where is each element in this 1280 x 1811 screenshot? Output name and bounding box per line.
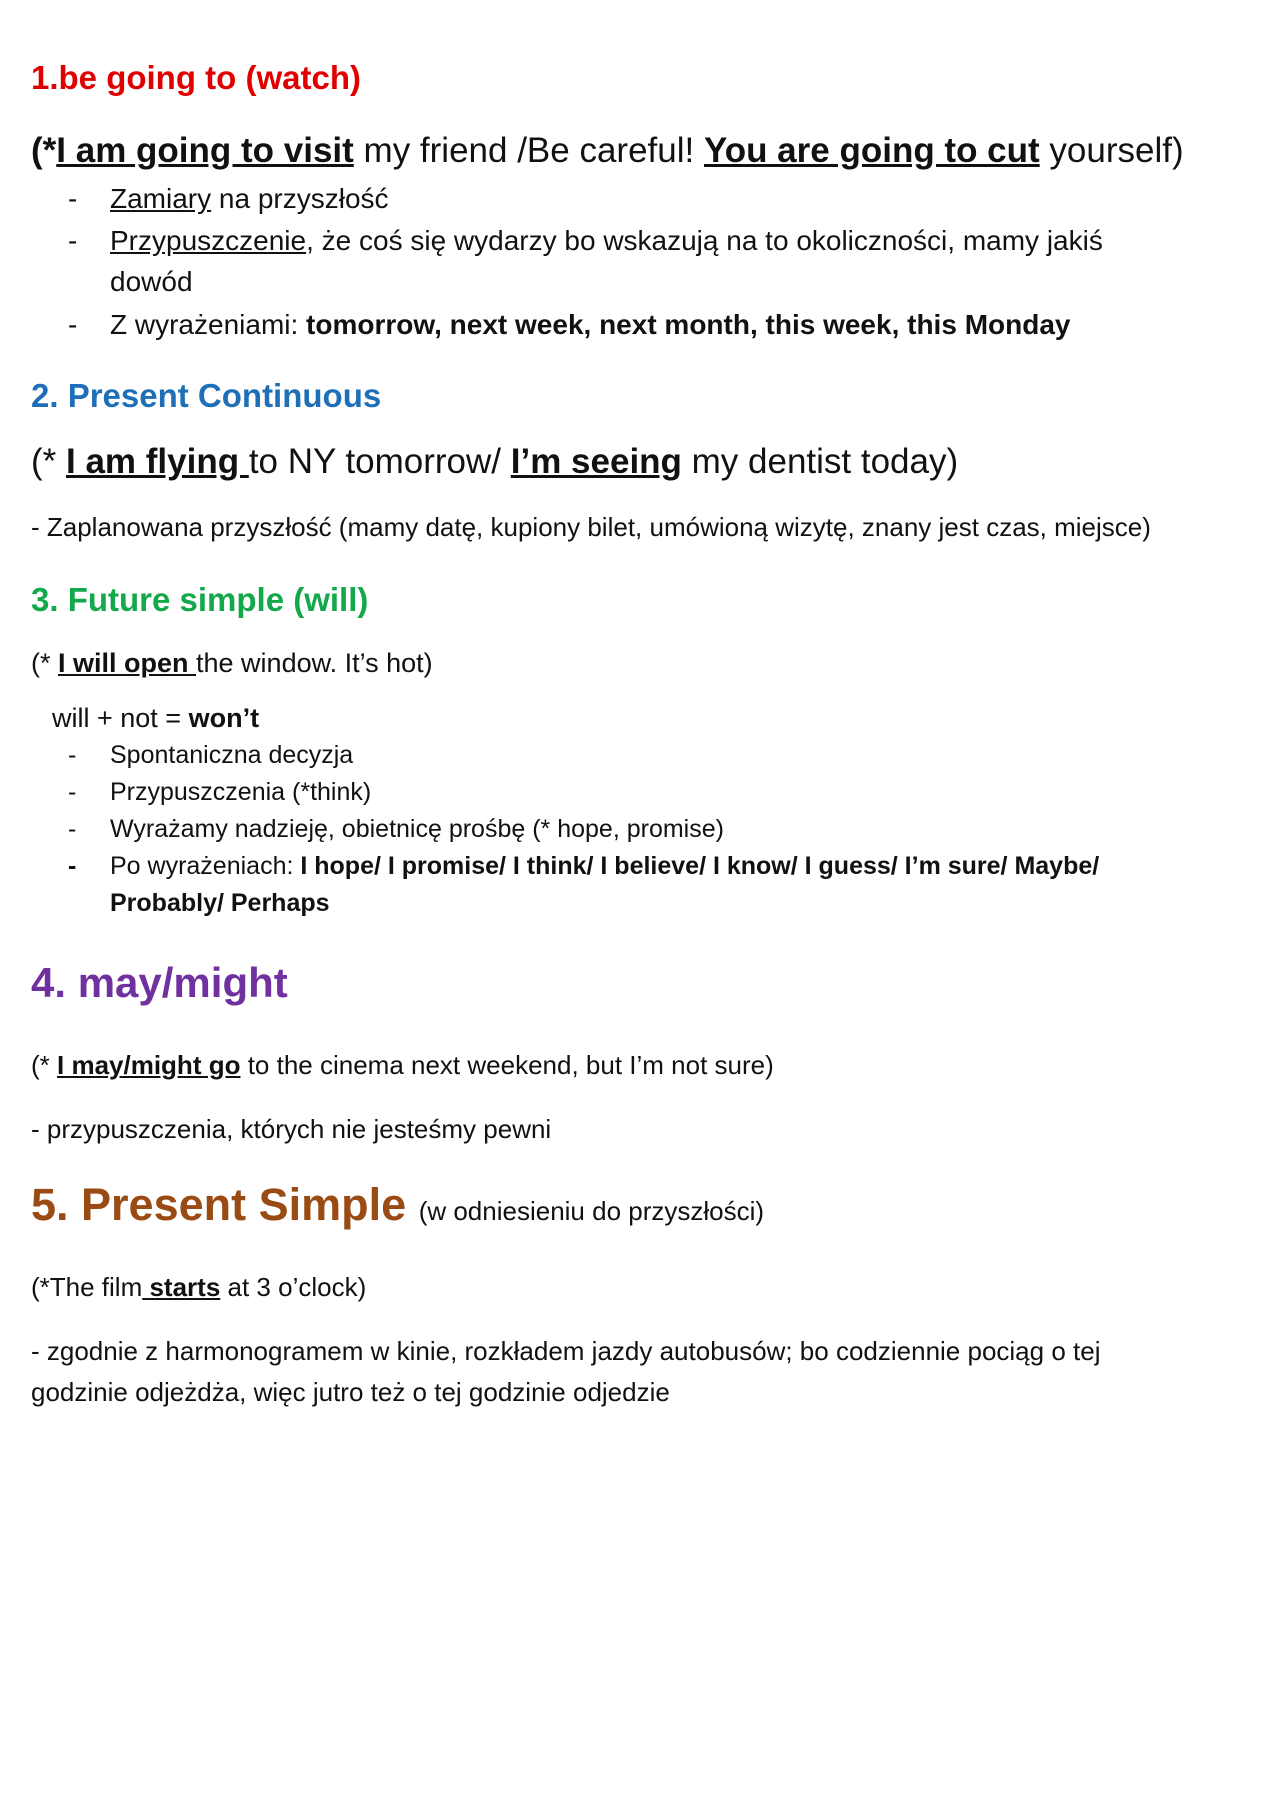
bullet-rest: na przyszłość (211, 183, 389, 214)
example-open: (*The film (31, 1272, 143, 1302)
section-3-bullet-3: Wyrażamy nadzieję, obietnicę prośbę (* hope, promise) (110, 815, 724, 843)
section-4-note: - przypuszczenia, których nie jesteśmy pewni (31, 1114, 552, 1144)
section-3-heading: 3. Future simple (will) (31, 581, 369, 618)
bullet-dash: - (68, 741, 77, 769)
section-1-bullet-2-continuation: dowód (110, 266, 193, 297)
section-3-bullet-4-continuation: Probably/ Perhaps (110, 889, 330, 917)
section-2-note: - Zaplanowana przyszłość (mamy datę, kupiony bilet, umówioną wizytę, znany jest czas, miejsce) (31, 512, 1151, 542)
section-3-bullet-1: Spontaniczna decyzja (110, 741, 354, 769)
section-5-example (31, 1272, 366, 1303)
bullet-dash: - (68, 183, 78, 214)
example-end: to the cinema next weekend, but I’m not sure) (240, 1050, 774, 1080)
example-middle: to NY tomorrow/ (248, 442, 511, 481)
will-not-lead: will + not = (52, 703, 189, 733)
bullet-bold: I hope/ I promise/ I think/ I believe/ I know/ I guess/ I’m sure/ Maybe/ (300, 852, 1100, 880)
section-1-heading: 1.be going to (watch) (31, 59, 361, 96)
section-5-heading: 5. Present Simple (31, 1179, 407, 1230)
bullet-underlined: Przypuszczenie (110, 225, 307, 256)
bullet-lead: Po wyrażeniach: (110, 852, 301, 880)
example-phrase: I will open (58, 648, 197, 678)
example-end: the window. It’s hot) (196, 648, 433, 678)
section-4-example (31, 1050, 774, 1081)
section-5-note-line-1: - zgodnie z harmonogramem w kinie, rozkładem jazdy autobusów; bo codziennie pociąg o tej (31, 1336, 1101, 1366)
section-5-note-line-2: godzinie odjeżdża, więc jutro też o tej godzinie odjedzie (31, 1377, 670, 1407)
will-not-bold: won’t (188, 703, 260, 733)
section-3-bullet-4 (110, 851, 1099, 881)
section-5-heading-line (31, 1178, 764, 1232)
bullet-dash: - (68, 778, 77, 806)
example-open: (* (31, 1050, 57, 1080)
bullet-bold: tomorrow, next week, next month, this week, this Monday (306, 309, 1071, 340)
example-phrase-2: You are going to cut (703, 131, 1040, 170)
bullet-dash: - (68, 225, 78, 256)
example-end: at 3 o’clock) (220, 1272, 367, 1302)
section-3-bullet-2: Przypuszczenia (*think) (110, 778, 372, 806)
example-end: yourself) (1039, 131, 1184, 170)
section-3-example (31, 647, 433, 679)
bullet-dash: - (68, 815, 77, 843)
section-2-heading: 2. Present Continuous (31, 377, 382, 414)
section-1-example (31, 130, 1184, 172)
bullet-dash: - (68, 852, 77, 880)
section-4-heading: 4. may/might (31, 959, 288, 1006)
section-1-bullet-1 (110, 182, 389, 216)
bullet-rest: , że coś się wydarzy bo wskazują na to okoliczności, mamy jakiś (306, 225, 1103, 256)
example-open: (* (31, 131, 57, 170)
example-open: (* (31, 442, 66, 481)
example-phrase-2: I’m seeing (510, 442, 682, 481)
bullet-dash: - (68, 309, 78, 340)
example-phrase-1: I am flying (66, 442, 249, 481)
section-1-bullet-2 (110, 224, 1103, 258)
example-phrase-1: I am going to visit (56, 131, 354, 170)
example-open: (* (31, 648, 58, 678)
example-middle: my friend /Be careful! (353, 131, 704, 170)
section-1-bullet-3 (110, 308, 1070, 342)
example-end: my dentist today) (681, 442, 959, 481)
will-not-line (52, 702, 259, 734)
bullet-underlined: Zamiary (110, 183, 212, 214)
example-phrase: starts (142, 1272, 221, 1302)
section-5-heading-note: (w odniesieniu do przyszłości) (418, 1196, 765, 1226)
section-2-example (31, 441, 958, 483)
bullet-lead: Z wyrażeniami: (110, 309, 307, 340)
example-phrase: I may/might go (57, 1050, 241, 1080)
